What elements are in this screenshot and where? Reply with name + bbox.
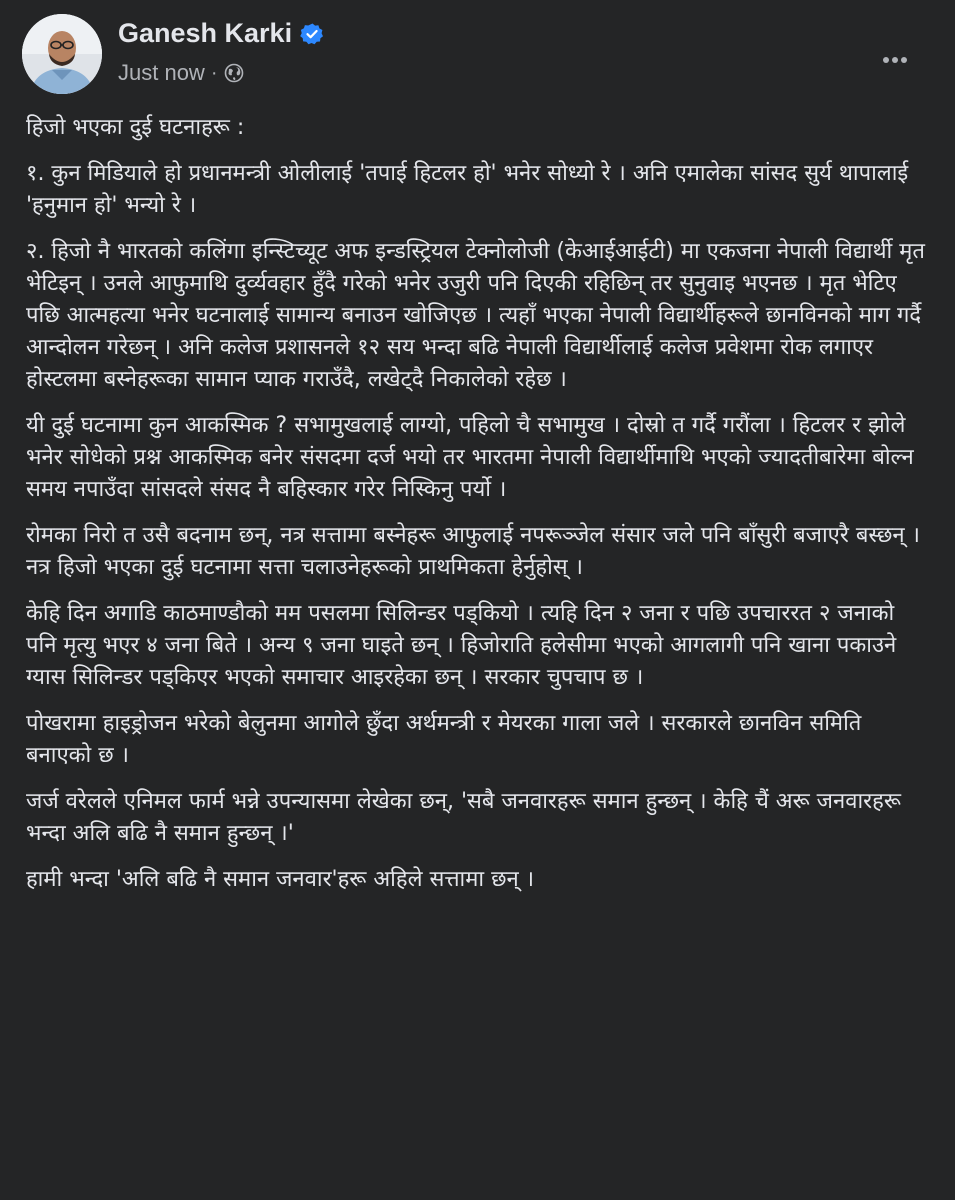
post-paragraph: रोमका निरो त उसै बदनाम छन्, नत्र सत्तामा बस्नेहरू आफुलाई नपरूञ्जेल संसार जले पनि बाँसुरी बजाएरै बस्छन् । नत्र हिजो भएका दुई घटनामा सत्ता चलाउनेहरूको प्राथमिकता हेर्नुहोस् । xyxy=(26,523,920,580)
post-paragraph: हिजो भएका दुई घटनाहरू : xyxy=(26,115,245,140)
post-paragraph: यी दुई घटनामा कुन आकस्मिक ? सभामुखलाई लाग्यो, पहिलो चै सभामुख । दोस्रो त गर्दै गरौंला । हिटलर र झोले भनेर सोधेको प्रश्न आकस्मिक बनेर संसदमा दर्ज भयो तर भारतमा नेपाली विद्यार्थीमाथि भएको ज्यादतीबारेमा बोल्न समय नपाउँदा सांसदले संसद नै बहिस्कार गरेर निस्किनु पर्यो । xyxy=(26,413,914,502)
avatar[interactable] xyxy=(22,14,102,94)
post-paragraph: १. कुन मिडियाले हो प्रधानमन्त्री ओलीलाई 'तपाई हिटलर हो' भनेर सोध्यो रे । अनि एमालेका सांसद सुर्य थापालाई 'हनुमान हो' भन्यो रे । xyxy=(26,161,909,218)
post-paragraph: जर्ज वरेलले एनिमल फार्म भन्ने उपन्यासमा लेखेका छन्, 'सबै जनवारहरू समान हुन्छन् । केहि चैं अरू जनवारहरू भन्दा अलि बढि नै समान हुन्छन् ।' xyxy=(26,789,901,846)
author-row xyxy=(118,18,324,49)
globe-icon[interactable] xyxy=(224,63,244,83)
post-header xyxy=(22,14,933,94)
post-paragraph: २. हिजो नै भारतको कलिंगा इन्स्टिच्यूट अफ इन्डस्ट्रियल टेक्नोलोजी (केआईआईटी) मा एकजना नेपाली विद्यार्थी मृत भेटिइन् । उनले आफुमाथि दुर्व्यवहार हुँदै गरेको भनेर उजुरी पनि दिएकी रहिछिन् तर सुनुवाइ भएनछ । मृत भेटिए पछि आत्महत्या भनेर घटनालाई सामान्य बनाउन खोजिएछ । त्यहाँ भएका नेपाली विद्यार्थीहरूले छानविनको माग गर्दै आन्दोलन गरेछन् । अनि कलेज प्रशासनले १२ सय भन्दा बढि नेपाली विद्यार्थीलाई कलेज प्रवेशमा रोक लगाएर होस्टलमा बस्नेहरूका सामान प्याक गराउँदै, लखेट्दै निकालेको रहेछ । xyxy=(26,239,925,392)
post-body xyxy=(26,112,931,910)
post-paragraph: केहि दिन अगाडि काठमाण्डौको मम पसलमा सिलिन्डर पड्कियो । त्यहि दिन २ जना र पछि उपचाररत २ जनाको पनि मृत्यु भएर ४ जना बिते । अन्य ९ जना घाइते छन् । हिजोराति हलेसीमा भएको आगलागी पनि खाना पकाउने ग्यास सिलिन्डर पड्किएर भएको समाचार आइरहेका छन् । सरकार चुपचाप छ । xyxy=(26,601,897,690)
more-options-icon[interactable] xyxy=(873,38,917,82)
post-timestamp[interactable]: Just now xyxy=(118,60,205,85)
verified-badge-icon xyxy=(300,22,324,46)
meta-separator: · xyxy=(210,61,218,84)
author-name[interactable]: Ganesh Karki xyxy=(118,18,293,48)
post-paragraph: हामी भन्दा 'अलि बढि नै समान जनवार'हरू अहिले सत्तामा छन् । xyxy=(26,867,535,892)
avatar-image xyxy=(22,14,102,94)
post-meta xyxy=(118,60,244,86)
post-paragraph: पोखरामा हाइड्रोजन भरेको बेलुनमा आगोले छुँदा अर्थमन्त्री र मेयरका गाला जले । सरकारले छानविन समिति बनाएको छ । xyxy=(26,711,862,768)
